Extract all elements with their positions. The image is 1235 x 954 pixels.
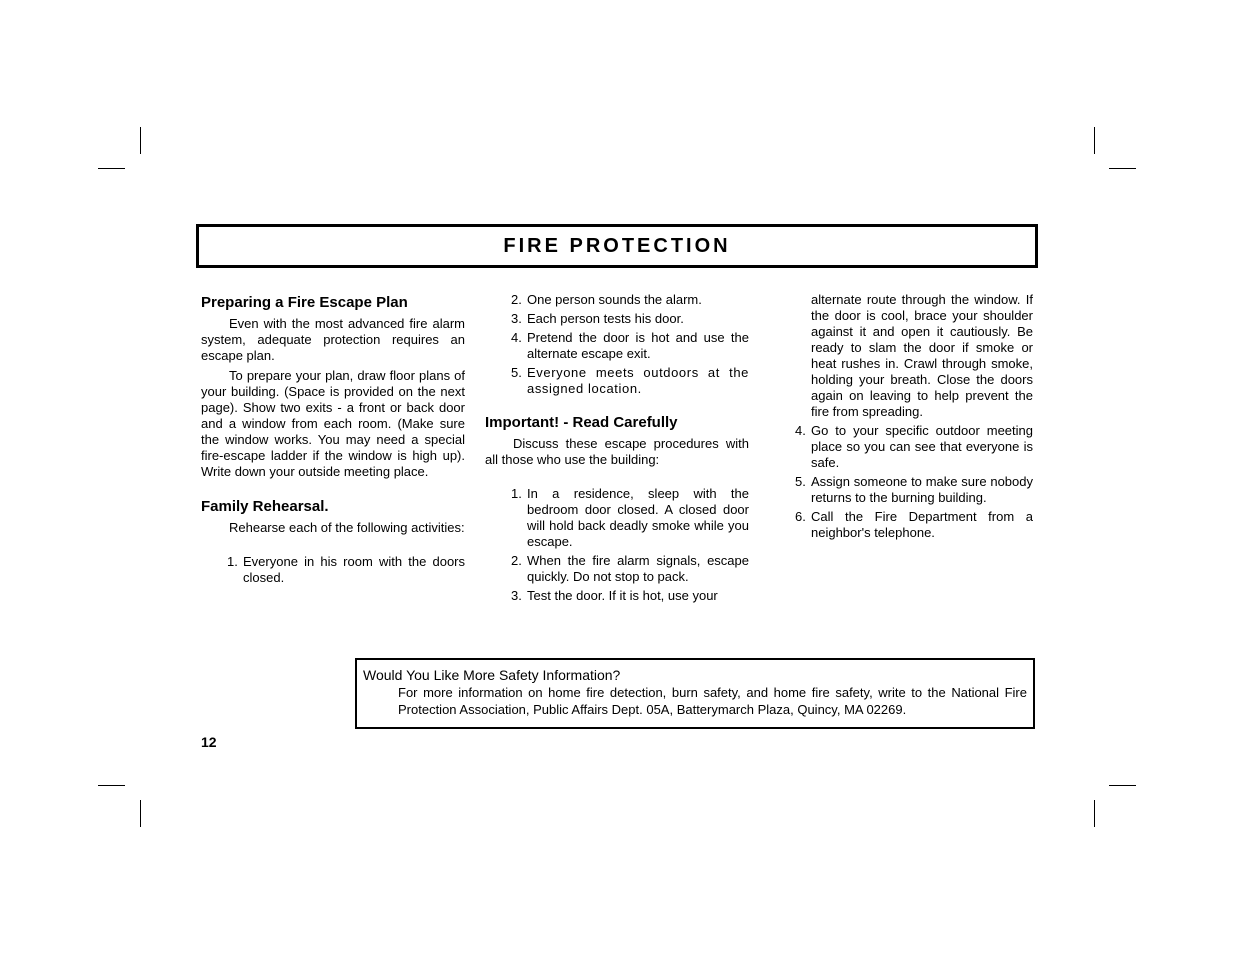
list-item: [485, 330, 749, 362]
list-text: Pretend the door is hot and use the alternate escape exit.: [527, 330, 749, 361]
list-number: 6.: [795, 509, 806, 524]
list-item: [485, 588, 749, 604]
list-text: Assign someone to make sure nobody returns to the burning building.: [811, 474, 1033, 505]
section-heading: Family Rehearsal.: [201, 498, 329, 515]
list-number: 2.: [511, 292, 522, 307]
column-2: [485, 292, 749, 607]
list-text: Test the door. If it is hot, use your: [527, 588, 718, 603]
list-number: 5.: [795, 474, 806, 489]
paragraph: Even with the most advanced fire alarm system, adequate protection requires an escape plan.: [201, 316, 465, 363]
list-item: [795, 509, 1033, 541]
list-item: [795, 423, 1033, 471]
list-number: 4.: [511, 330, 522, 345]
safety-info-box: [355, 658, 1035, 729]
crop-mark: [1094, 800, 1095, 827]
list-text: Go to your specific outdoor meeting place so you can see that everyone is safe.: [811, 423, 1033, 470]
crop-mark: [1109, 785, 1136, 786]
list-number: 4.: [795, 423, 806, 438]
list-item: [485, 292, 749, 308]
list-item: [485, 486, 749, 550]
list-number: 3.: [511, 311, 522, 326]
paragraph: Rehearse each of the following activities:: [229, 520, 465, 535]
list-text: One person sounds the alarm.: [527, 292, 702, 307]
list-item: [795, 474, 1033, 506]
list-item: [485, 553, 749, 585]
page-title: FIRE PROTECTION: [503, 234, 731, 257]
info-heading: Would You Like More Safety Information?: [363, 667, 621, 683]
list-text: In a residence, sleep with the bedroom door closed. A closed door will hold back deadly smoke while you escape.: [527, 486, 749, 549]
paragraph: To prepare your plan, draw floor plans of your building. (Space is provided on the next page). Show two exits - a front or back door and a window from each room. (Make sure the window works. You may need a special fire-escape ladder if the window is high up). Write down your outside meeting place.: [201, 368, 465, 479]
list-number: 5.: [511, 365, 522, 380]
column-3: [795, 292, 1033, 544]
list-text: Each person tests his door.: [527, 311, 684, 326]
section-heading: Important! - Read Carefully: [485, 414, 678, 431]
list-item: [485, 365, 749, 397]
list-number: 1.: [227, 554, 238, 569]
crop-mark: [98, 168, 125, 169]
list-number: 3.: [511, 588, 522, 603]
list-text: Call the Fire Department from a neighbor's telephone.: [811, 509, 1033, 540]
list-text: Everyone meets outdoors at the assigned location.: [527, 365, 749, 396]
list-number: 2.: [511, 553, 522, 568]
title-banner: [196, 224, 1038, 268]
page-number: 12: [201, 734, 217, 750]
list-continuation: alternate route through the window. If the door is cool, brace your shoulder against it and open it cautiously. Be ready to slam the door if smoke or heat rushes in. Crawl through smoke, holding your breath. Close the doors again on leaving to help prevent the fire from spreading.: [811, 292, 1033, 419]
list-text: Everyone in his room with the doors closed.: [243, 554, 465, 585]
crop-mark: [140, 127, 141, 154]
paragraph: Discuss these escape procedures with all those who use the building:: [485, 436, 749, 467]
info-body: For more information on home fire detection, burn safety, and home fire safety, write to the National Fire Protection Association, Public Affairs Dept. 05A, Batterymarch Plaza, Quincy, MA 02269.: [398, 685, 1027, 717]
crop-mark: [1109, 168, 1136, 169]
section-heading: Preparing a Fire Escape Plan: [201, 294, 408, 311]
crop-mark: [98, 785, 125, 786]
crop-mark: [1094, 127, 1095, 154]
list-text: When the fire alarm signals, escape quickly. Do not stop to pack.: [527, 553, 749, 584]
list-item: [485, 311, 749, 327]
column-1: [201, 294, 465, 589]
list-item: [201, 554, 465, 586]
crop-mark: [140, 800, 141, 827]
list-number: 1.: [511, 486, 522, 501]
